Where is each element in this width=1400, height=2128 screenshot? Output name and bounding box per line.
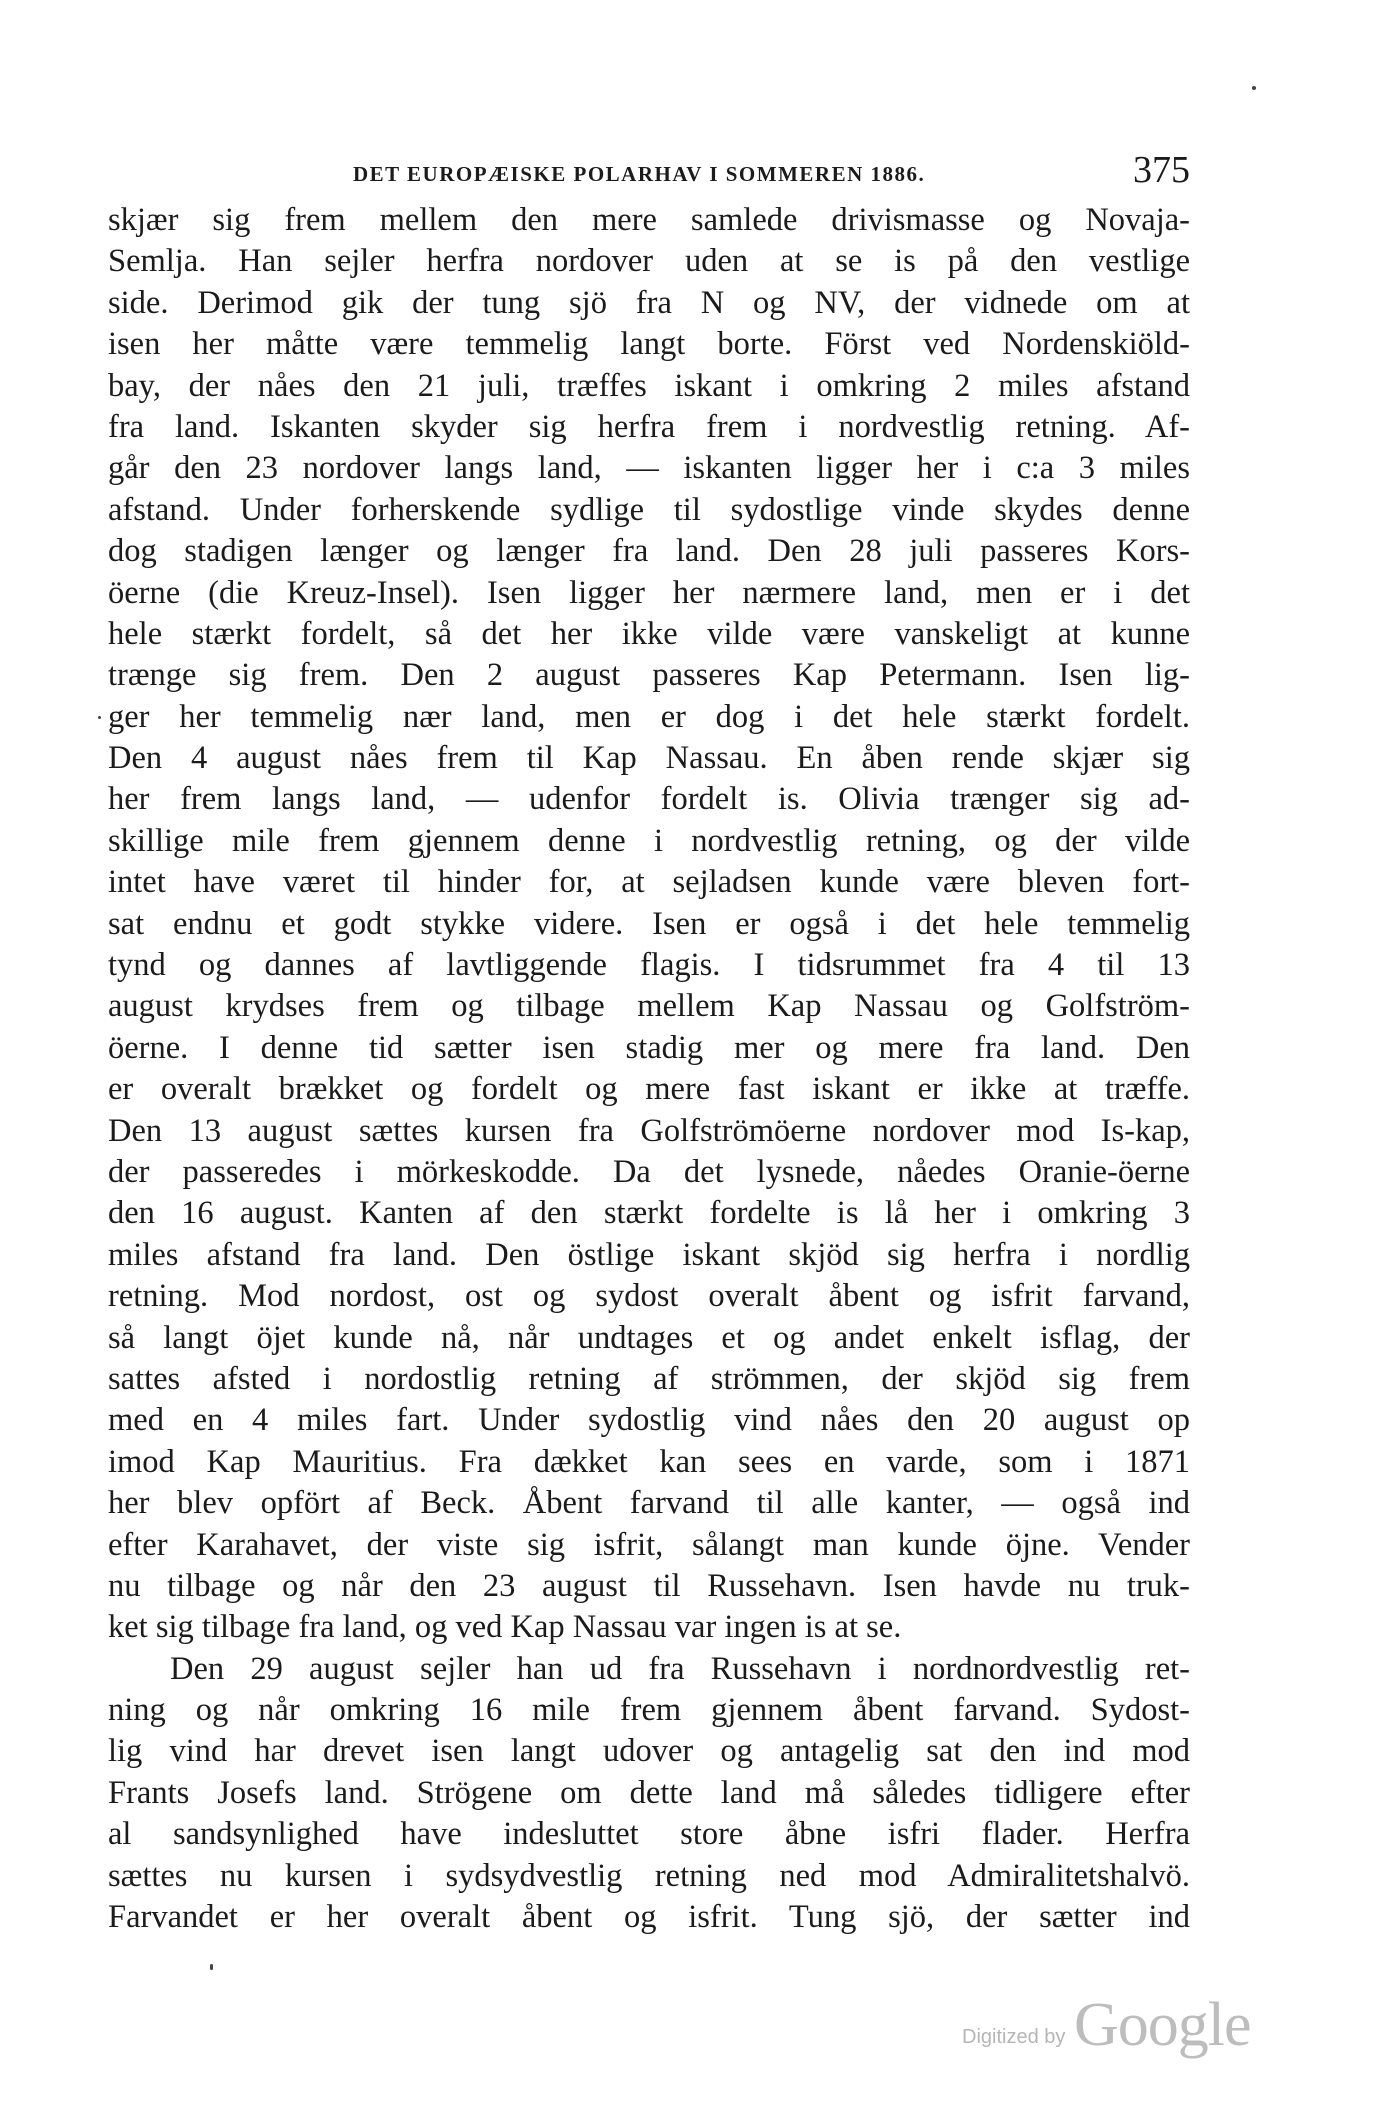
text-line: ket sig tilbage fra land, og ved Kap Nassau var ingen is at se. [108,1609,902,1646]
text-line: Den 29 august sejler han ud fra Russehavn i nordnordvestlig ret- [170,1650,1190,1687]
text-line: fra land. Iskanten skyder sig herfra frem i nordvestlig retning. Af- [108,408,1190,445]
text-line: retning. Mod nordost, ost og sydost overalt åbent og isfrit farvand, [108,1278,1190,1315]
text-line: intet have været til hinder for, at sejladsen kunde være bleven fort- [108,864,1190,901]
text-line: er overalt brækket og fordelt og mere fast iskant er ikke at træffe. [108,1071,1190,1108]
text-line: den 16 august. Kanten af den stærkt fordelte is lå her i omkring 3 [108,1195,1190,1232]
text-line: öerne (die Kreuz-Insel). Isen ligger her nærmere land, men er i det [108,574,1190,611]
text-line: sættes nu kursen i sydsydvestlig retning ned mod Admiralitetshalvö. [108,1857,1190,1894]
text-line: al sandsynlighed have indesluttet store åbne isfri flader. Herfra [108,1816,1190,1853]
google-logo: Google [1074,1991,1251,2059]
text-line: bay, der nåes den 21 juli, træffes iskant i omkring 2 miles afstand [108,367,1190,404]
page-number: 375 [1133,149,1190,191]
text-line: skjær sig frem mellem den mere samlede drivismasse og Novaja- [108,202,1190,238]
text-line: går den 23 nordover langs land, — iskanten ligger her i c:a 3 miles [108,450,1190,487]
text-line: öerne. I denne tid sætter isen stadig mer og mere fra land. Den [108,1029,1190,1066]
text-line: dog stadigen længer og længer fra land. Den 28 juli passeres Kors- [108,533,1190,570]
running-title: DET EUROPÆISKE POLARHAV I SOMMEREN 1886. [353,162,926,186]
text-line: isen her måtte være temmelig langt borte. Först ved Nordenskiöld- [108,326,1190,363]
body-text [108,200,1190,1938]
text-line: Semlja. Han sejler herfra nordover uden at se is på den vestlige [108,243,1190,280]
text-line: her blev opfört af Beck. Åbent farvand til alle kanter, — også ind [108,1485,1190,1522]
text-line: trænge sig frem. Den 2 august passeres Kap Petermann. Isen lig- [108,657,1190,694]
text-line: efter Karahavet, der viste sig isfrit, sålangt man kunde öjne. Vender [108,1526,1190,1563]
digitization-watermark [962,1990,1262,2060]
text-line: sattes afsted i nordostlig retning af strömmen, der skjöd sig frem [108,1360,1190,1397]
text-line: ger her temmelig nær land, men er dog i det hele stærkt fordelt. [108,698,1190,735]
digitized-by-label: Digitized by [962,2026,1066,2048]
ink-speck [210,1964,213,1970]
text-line: Frants Josefs land. Strögene om dette land må således tidligere efter [108,1774,1190,1811]
page-header [108,148,1190,192]
ink-speck [1252,86,1256,90]
text-line: lig vind har drevet isen langt udover og antagelig sat den ind mod [108,1733,1190,1770]
text-line: nu tilbage og når den 23 august til Russehavn. Isen havde nu truk- [108,1567,1190,1604]
text-line: Den 4 august nåes frem til Kap Nassau. En åben rende skjær sig [108,740,1190,777]
text-line: side. Derimod gik der tung sjö fra N og NV, der vidnede om at [108,284,1190,321]
ink-speck [98,716,101,719]
text-line: med en 4 miles fart. Under sydostlig vind nåes den 20 august op [108,1402,1190,1439]
text-line: imod Kap Mauritius. Fra dækket kan sees en varde, som i 1871 [108,1443,1190,1480]
text-line: skillige mile frem gjennem denne i nordvestlig retning, og der vilde [108,822,1190,859]
text-line: august krydses frem og tilbage mellem Kap Nassau og Golfström- [108,988,1190,1025]
text-line: hele stærkt fordelt, så det her ikke vilde være vanskeligt at kunne [108,615,1190,652]
text-line: ning og når omkring 16 mile frem gjennem åbent farvand. Sydost- [108,1692,1190,1729]
text-line: sat endnu et godt stykke videre. Isen er også i det hele temmelig [108,905,1190,942]
text-line: miles afstand fra land. Den östlige iskant skjöd sig herfra i nordlig [108,1236,1190,1273]
text-line: Den 13 august sættes kursen fra Golfströmöerne nordover mod Is-kap, [108,1112,1190,1149]
text-line: så langt öjet kunde nå, når undtages et og andet enkelt isflag, der [108,1319,1190,1356]
text-line: der passeredes i mörkeskodde. Da det lysnede, nåedes Oranie-öerne [108,1153,1190,1190]
text-line: tynd og dannes af lavtliggende flagis. I tidsrummet fra 4 til 13 [108,947,1190,984]
text-line: her frem langs land, — udenfor fordelt is. Olivia trænger sig ad- [108,781,1190,818]
text-line: afstand. Under forherskende sydlige til sydostlige vinde skydes denne [108,491,1190,528]
text-line: Farvandet er her overalt åbent og isfrit. Tung sjö, der sætter ind [108,1899,1190,1936]
